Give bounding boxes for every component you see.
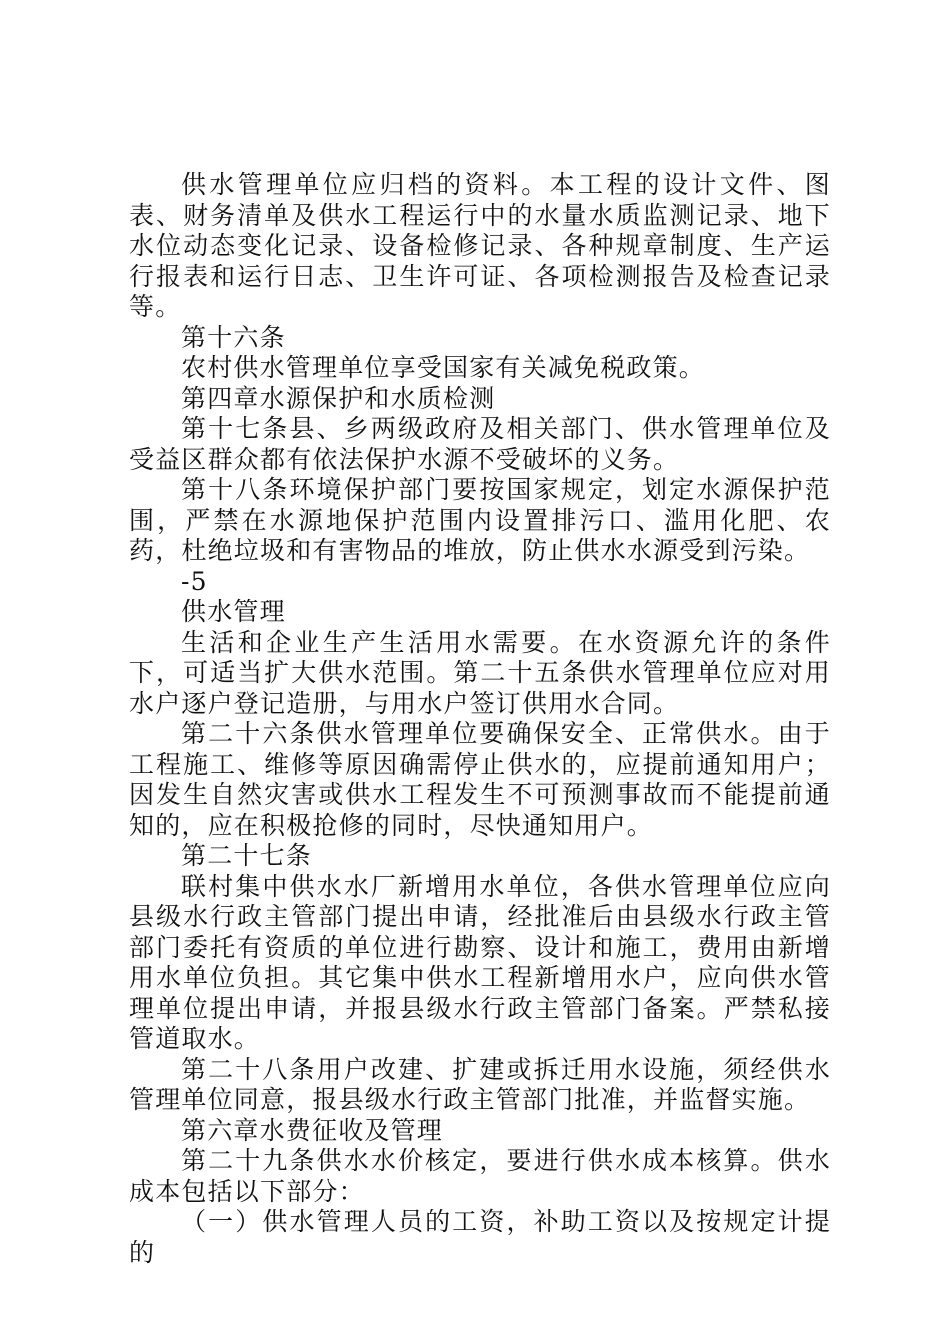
article-29-paragraph: 第二十九条供水水价核定，要进行供水成本核算。供水成本包括以下部分： (129, 1146, 831, 1206)
document-page (129, 170, 831, 1268)
article-18-paragraph: 第十八条环境保护部门要按国家规定，划定水源保护范围，严禁在水源地保护范围内设置排污口、滥用化肥、农药，杜绝垃圾和有害物品的堆放，防止供水水源受到污染。 (129, 475, 831, 565)
paragraph-archive-materials: 供水管理单位应归档的资料。本工程的设计文件、图表、财务清单及供水工程运行中的水量水质监测记录、地下水位动态变化记录、设备检修记录、各种规章制度、生产运行报表和运行日志、卫生许可证、各项检测报告及检查记录等。 (129, 170, 831, 321)
section-heading-water-supply-management: 供水管理 (181, 597, 286, 626)
chapter-6-heading: 第六章水费征收及管理 (181, 1115, 444, 1145)
article-17-paragraph: 第十七条县、乡两级政府及相关部门、供水管理单位及受益区群众都有依法保护水源不受破坏的义务。 (129, 414, 831, 474)
page-number: -5 (181, 566, 208, 596)
chapter-4-heading: 第四章水源保护和水质检测 (181, 383, 496, 413)
article-16-heading: 第十六条 (181, 322, 286, 352)
article-25-paragraph: 生活和企业生产生活用水需要。在水资源允许的条件下，可适当扩大供水范围。第二十五条供水管理单位应对用水户逐户登记造册，与用水户签订供用水合同。 (129, 627, 831, 718)
article-27-paragraph: 联村集中供水水厂新增用水单位，各供水管理单位应向县级水行政主管部门提出申请，经批准后由县级水行政主管部门委托有资质的单位进行勘察、设计和施工，费用由新增用水单位负担。其它集中供水工程新增用水户，应向供水管理单位提出申请，并报县级水行政主管部门备案。严禁私接管道取水。 (129, 871, 831, 1053)
paragraph-tax-policy: 农村供水管理单位享受国家有关减免税政策。 (181, 353, 706, 382)
article-27-heading: 第二十七条 (181, 841, 313, 870)
article-28-paragraph: 第二十八条用户改建、扩建或拆迁用水设施，须经供水管理单位同意，报县级水行政主管部门批准，并监督实施。 (129, 1054, 831, 1114)
article-26-paragraph: 第二十六条供水管理单位要确保安全、正常供水。由于工程施工、维修等原因确需停止供水的，应提前通知用户；因发生自然灾害或供水工程发生不可预测事故而不能提前通知的，应在积极抢修的同时，尽快通知用户。 (129, 719, 831, 840)
list-item-1: （一）供水管理人员的工资，补助工资以及按规定计提的 (129, 1207, 831, 1267)
